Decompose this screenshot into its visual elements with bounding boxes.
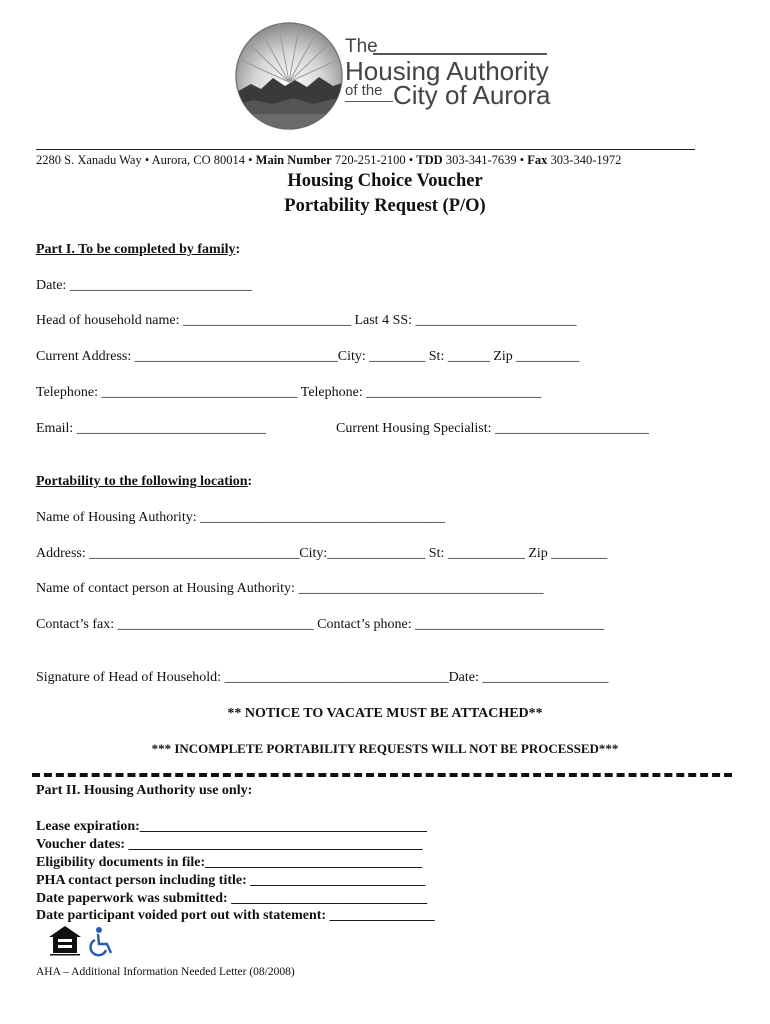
main-number: 720-251-2100 • — [331, 153, 417, 167]
fax-label: Fax — [527, 153, 548, 167]
notice-vacate: ** NOTICE TO VACATE MUST BE ATTACHED** — [227, 706, 543, 721]
housing-specialist-field[interactable]: Current Housing Specialist: ______________________ — [336, 421, 650, 436]
part1-heading — [36, 242, 240, 258]
equal-housing-icon — [48, 925, 82, 957]
housing-authority-logo — [233, 20, 553, 132]
logo-text-city-of-aurora: City of Aurora — [393, 80, 551, 110]
housing-authority-name-field[interactable]: Name of Housing Authority: ___________________________________ — [36, 510, 446, 525]
eligibility-documents-field[interactable]: Eligibility documents in file:_______________________________ — [36, 855, 423, 870]
portability-heading-colon: : — [247, 474, 253, 489]
sunrise-mountains-icon — [233, 20, 345, 132]
logo-text-of-the: of the — [345, 82, 383, 99]
contact-person-field[interactable]: Name of contact person at Housing Authority: ___________________________________ — [36, 581, 544, 596]
port-out-voided-field[interactable]: Date participant voided port out with statement: _______________ — [36, 908, 435, 923]
logo-rule-bottom — [345, 101, 393, 102]
date-field[interactable]: Date: __________________________ — [36, 278, 252, 293]
head-of-household-field[interactable]: Head of household name: ________________________ Last 4 SS: _______________________ — [36, 313, 577, 328]
address-street: 2280 S. Xanadu Way • Aurora, CO 80014 • — [36, 153, 256, 167]
logo-rule-top — [373, 53, 547, 55]
signature-field[interactable]: Signature of Head of Household: ________________________________Date: __________________ — [36, 670, 609, 685]
contact-address-line — [36, 153, 621, 168]
form-title-line1: Housing Choice Voucher — [287, 171, 483, 191]
tdd-number: 303-341-7639 • — [442, 153, 528, 167]
paperwork-submitted-field[interactable]: Date paperwork was submitted: ____________________________ — [36, 891, 428, 906]
form-title-line2: Portability Request (P/O) — [284, 196, 486, 216]
logo-text-the: The — [345, 36, 378, 57]
email-field[interactable]: Email: ___________________________ — [36, 421, 266, 436]
portability-heading-text: Portability to the following location — [36, 474, 248, 489]
footer-text: AHA – Additional Information Needed Letter (08/2008) — [36, 966, 295, 978]
main-number-label: Main Number — [255, 153, 332, 167]
current-address-field[interactable]: Current Address: _____________________________City: ________ St: ______ Zip _________ — [36, 349, 580, 364]
lease-expiration-field[interactable]: Lease expiration:_________________________________________ — [36, 819, 427, 834]
dashed-separator — [32, 773, 732, 777]
contact-fax-phone-field[interactable]: Contact’s fax: ____________________________ Contact’s phone: ___________________________ — [36, 617, 605, 632]
part1-heading-colon: : — [235, 242, 241, 257]
wheelchair-accessible-icon — [86, 925, 118, 959]
part1-heading-text: Part I. To be completed by family — [36, 242, 236, 257]
destination-address-field[interactable]: Address: ______________________________City:______________ St: ___________ Zip ________ — [36, 546, 608, 561]
telephone-field[interactable]: Telephone: ____________________________ Telephone: _________________________ — [36, 385, 542, 400]
voucher-dates-field[interactable]: Voucher dates: __________________________________________ — [36, 837, 423, 852]
pha-contact-field[interactable]: PHA contact person including title: _________________________ — [36, 873, 426, 888]
header-rule — [36, 149, 695, 150]
portability-heading — [36, 474, 252, 490]
logo-text-housing-authority: Housing Authority — [345, 56, 549, 86]
part2-heading: Part II. Housing Authority use only: — [36, 783, 253, 798]
notice-incomplete: *** INCOMPLETE PORTABILITY REQUESTS WILL NOT BE PROCESSED*** — [151, 741, 619, 756]
fax-number: 303-340-1972 — [547, 153, 622, 167]
tdd-label: TDD — [416, 153, 443, 167]
